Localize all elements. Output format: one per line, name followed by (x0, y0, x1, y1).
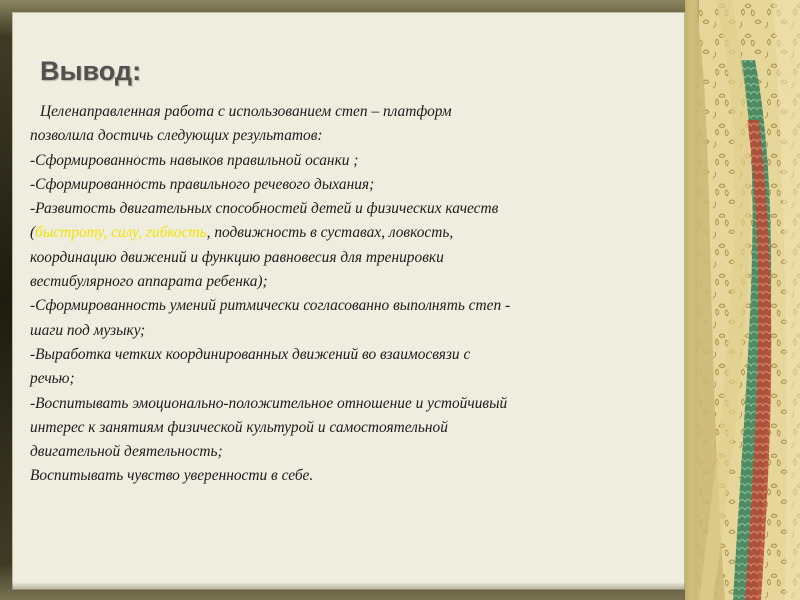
qualities-rest: , подвижность в суставах, ловкость, (206, 224, 454, 242)
body-line: координацию движений и функцию равновесия для тренировки (30, 248, 444, 266)
body-line: -Выработка четких координированных движений во взаимосвязи с (30, 345, 471, 363)
slide-body-text (30, 100, 660, 489)
body-line: речью; (30, 370, 75, 388)
body-line: -Сформированность умений ритмически согласованно выполнять степ - (30, 297, 511, 315)
highlighted-qualities: быстроту, силу, гибкость (35, 224, 207, 242)
body-line: -Сформированность правильного речевого дыхания; (30, 175, 375, 193)
qualities-open-paren: ( (30, 224, 36, 242)
body-line: Целенаправленная работа с использованием степ – платформ (40, 103, 452, 120)
body-line: Воспитывать чувство уверенности в себе. (30, 467, 314, 485)
qualities-line (30, 221, 660, 245)
body-line: -Развитость двигательных способностей детей и физических качеств (30, 200, 499, 218)
body-line: позволила достичь следующих результатов: (30, 127, 323, 145)
body-line: интерес к занятиям физической культурой и самостоятельной (30, 418, 448, 436)
body-line: -Воспитывать эмоционально-положительное отношение и устойчивый (30, 394, 508, 412)
body-line: вестибулярного аппарата ребенка); (30, 273, 268, 291)
decorative-ornament-panel (685, 0, 800, 600)
body-line: двигательной деятельность; (30, 443, 223, 461)
slide-title: Вывод: (40, 56, 142, 86)
body-line: -Сформированность навыков правильной осанки ; (30, 151, 359, 169)
body-line: шаги под музыку; (30, 321, 146, 339)
